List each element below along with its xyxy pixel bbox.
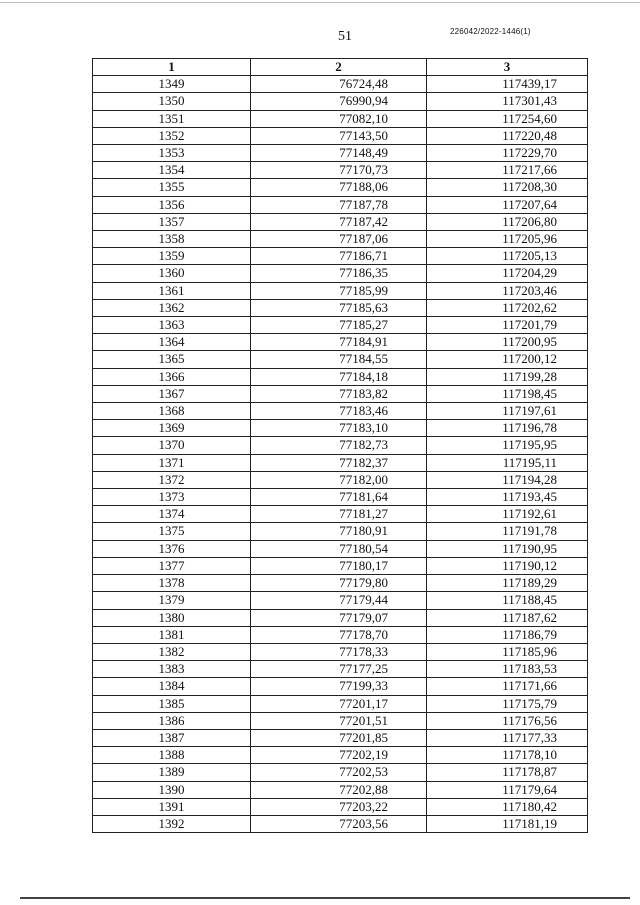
table-row (93, 764, 588, 781)
point-number-cell: 1378 (93, 575, 251, 592)
table-row (93, 282, 588, 299)
table-row (93, 661, 588, 678)
x-coordinate-cell: 77203,22 (251, 798, 427, 815)
point-number-cell: 1379 (93, 592, 251, 609)
x-coordinate-cell: 77177,25 (251, 661, 427, 678)
table-row (93, 179, 588, 196)
x-coordinate-cell: 77182,37 (251, 454, 427, 471)
y-coordinate-cell: 117206,80 (427, 213, 588, 230)
top-rule (0, 2, 640, 3)
point-number-cell: 1365 (93, 351, 251, 368)
x-coordinate-cell: 77186,35 (251, 265, 427, 282)
table-header-row (93, 59, 588, 76)
point-number-cell: 1385 (93, 695, 251, 712)
coordinates-table (92, 58, 588, 833)
x-coordinate-cell: 77188,06 (251, 179, 427, 196)
x-coordinate-cell: 77182,73 (251, 437, 427, 454)
y-coordinate-cell: 117189,29 (427, 575, 588, 592)
point-number-cell: 1368 (93, 403, 251, 420)
point-number-cell: 1369 (93, 420, 251, 437)
point-number-cell: 1352 (93, 127, 251, 144)
x-coordinate-cell: 76990,94 (251, 93, 427, 110)
y-coordinate-cell: 117185,96 (427, 643, 588, 660)
x-coordinate-cell: 77178,33 (251, 643, 427, 660)
x-coordinate-cell: 76724,48 (251, 76, 427, 93)
y-coordinate-cell: 117186,79 (427, 626, 588, 643)
x-coordinate-cell: 77202,53 (251, 764, 427, 781)
y-coordinate-cell: 117200,95 (427, 334, 588, 351)
y-coordinate-cell: 117190,95 (427, 540, 588, 557)
x-coordinate-cell: 77201,17 (251, 695, 427, 712)
point-number-cell: 1388 (93, 747, 251, 764)
y-coordinate-cell: 117179,64 (427, 781, 588, 798)
table-row (93, 76, 588, 93)
y-coordinate-cell: 117176,56 (427, 712, 588, 729)
point-number-cell: 1357 (93, 213, 251, 230)
x-coordinate-cell: 77201,51 (251, 712, 427, 729)
x-coordinate-cell: 77202,88 (251, 781, 427, 798)
point-number-cell: 1392 (93, 815, 251, 832)
point-number-cell: 1384 (93, 678, 251, 695)
document-reference: 226042/2022-1446(1) (450, 27, 531, 36)
y-coordinate-cell: 117205,13 (427, 248, 588, 265)
table-row (93, 626, 588, 643)
x-coordinate-cell: 77185,27 (251, 317, 427, 334)
y-coordinate-cell: 117199,28 (427, 368, 588, 385)
table-row (93, 437, 588, 454)
x-coordinate-cell: 77184,91 (251, 334, 427, 351)
table-row (93, 712, 588, 729)
point-number-cell: 1355 (93, 179, 251, 196)
table-row (93, 196, 588, 213)
x-coordinate-cell: 77181,27 (251, 506, 427, 523)
x-coordinate-cell: 77185,99 (251, 282, 427, 299)
y-coordinate-cell: 117229,70 (427, 145, 588, 162)
x-coordinate-cell: 77199,33 (251, 678, 427, 695)
y-coordinate-cell: 117194,28 (427, 471, 588, 488)
point-number-cell: 1349 (93, 76, 251, 93)
y-coordinate-cell: 117198,45 (427, 385, 588, 402)
point-number-cell: 1370 (93, 437, 251, 454)
point-number-cell: 1353 (93, 145, 251, 162)
table-row (93, 110, 588, 127)
point-number-cell: 1391 (93, 798, 251, 815)
x-coordinate-cell: 77186,71 (251, 248, 427, 265)
table-row (93, 351, 588, 368)
x-coordinate-cell: 77179,44 (251, 592, 427, 609)
point-number-cell: 1356 (93, 196, 251, 213)
y-coordinate-cell: 117190,12 (427, 557, 588, 574)
x-coordinate-cell: 77201,85 (251, 729, 427, 746)
point-number-cell: 1371 (93, 454, 251, 471)
point-number-cell: 1373 (93, 489, 251, 506)
y-coordinate-cell: 117195,11 (427, 454, 588, 471)
x-coordinate-cell: 77184,18 (251, 368, 427, 385)
x-coordinate-cell: 77180,91 (251, 523, 427, 540)
point-number-cell: 1376 (93, 540, 251, 557)
y-coordinate-cell: 117178,10 (427, 747, 588, 764)
point-number-cell: 1375 (93, 523, 251, 540)
table-row (93, 213, 588, 230)
y-coordinate-cell: 117200,12 (427, 351, 588, 368)
point-number-cell: 1380 (93, 609, 251, 626)
table-body (93, 76, 588, 833)
x-coordinate-cell: 77187,78 (251, 196, 427, 213)
y-coordinate-cell: 117201,79 (427, 317, 588, 334)
x-coordinate-cell: 77148,49 (251, 145, 427, 162)
point-number-cell: 1387 (93, 729, 251, 746)
y-coordinate-cell: 117196,78 (427, 420, 588, 437)
point-number-cell: 1364 (93, 334, 251, 351)
x-coordinate-cell: 77143,50 (251, 127, 427, 144)
table-row (93, 592, 588, 609)
table-row (93, 265, 588, 282)
table-row (93, 317, 588, 334)
x-coordinate-cell: 77187,42 (251, 213, 427, 230)
x-coordinate-cell: 77179,07 (251, 609, 427, 626)
table-row (93, 420, 588, 437)
table-row (93, 403, 588, 420)
y-coordinate-cell: 117193,45 (427, 489, 588, 506)
table-row (93, 489, 588, 506)
point-number-cell: 1351 (93, 110, 251, 127)
x-coordinate-cell: 77082,10 (251, 110, 427, 127)
table-row (93, 127, 588, 144)
point-number-cell: 1354 (93, 162, 251, 179)
table-row (93, 798, 588, 815)
table-row (93, 729, 588, 746)
x-coordinate-cell: 77182,00 (251, 471, 427, 488)
point-number-cell: 1359 (93, 248, 251, 265)
y-coordinate-cell: 117181,19 (427, 815, 588, 832)
point-number-cell: 1390 (93, 781, 251, 798)
point-number-cell: 1389 (93, 764, 251, 781)
y-coordinate-cell: 117202,62 (427, 299, 588, 316)
y-coordinate-cell: 117180,42 (427, 798, 588, 815)
y-coordinate-cell: 117175,79 (427, 695, 588, 712)
point-number-cell: 1372 (93, 471, 251, 488)
point-number-cell: 1382 (93, 643, 251, 660)
table-row (93, 454, 588, 471)
y-coordinate-cell: 117203,46 (427, 282, 588, 299)
table-row (93, 506, 588, 523)
point-number-cell: 1360 (93, 265, 251, 282)
table-row (93, 540, 588, 557)
table-row (93, 93, 588, 110)
page-number: 51 (338, 29, 352, 44)
y-coordinate-cell: 117197,61 (427, 403, 588, 420)
y-coordinate-cell: 117220,48 (427, 127, 588, 144)
y-coordinate-cell: 117205,96 (427, 231, 588, 248)
y-coordinate-cell: 117183,53 (427, 661, 588, 678)
y-coordinate-cell: 117204,29 (427, 265, 588, 282)
x-coordinate-cell: 77180,54 (251, 540, 427, 557)
x-coordinate-cell: 77202,19 (251, 747, 427, 764)
y-coordinate-cell: 117177,33 (427, 729, 588, 746)
y-coordinate-cell: 117187,62 (427, 609, 588, 626)
table-row (93, 162, 588, 179)
x-coordinate-cell: 77184,55 (251, 351, 427, 368)
table-row (93, 231, 588, 248)
y-coordinate-cell: 117192,61 (427, 506, 588, 523)
y-coordinate-cell: 117171,66 (427, 678, 588, 695)
y-coordinate-cell: 117207,64 (427, 196, 588, 213)
y-coordinate-cell: 117254,60 (427, 110, 588, 127)
table-row (93, 523, 588, 540)
table-row (93, 815, 588, 832)
x-coordinate-cell: 77170,73 (251, 162, 427, 179)
table-row (93, 781, 588, 798)
y-coordinate-cell: 117191,78 (427, 523, 588, 540)
table-row (93, 145, 588, 162)
x-coordinate-cell: 77187,06 (251, 231, 427, 248)
x-coordinate-cell: 77185,63 (251, 299, 427, 316)
point-number-cell: 1374 (93, 506, 251, 523)
x-coordinate-cell: 77179,80 (251, 575, 427, 592)
table-row (93, 385, 588, 402)
point-number-cell: 1350 (93, 93, 251, 110)
point-number-cell: 1381 (93, 626, 251, 643)
column-header-3: 3 (427, 59, 588, 76)
y-coordinate-cell: 117208,30 (427, 179, 588, 196)
y-coordinate-cell: 117301,43 (427, 93, 588, 110)
y-coordinate-cell: 117188,45 (427, 592, 588, 609)
y-coordinate-cell: 117178,87 (427, 764, 588, 781)
x-coordinate-cell: 77178,70 (251, 626, 427, 643)
table-row (93, 747, 588, 764)
y-coordinate-cell: 117217,66 (427, 162, 588, 179)
table-row (93, 575, 588, 592)
table-row (93, 299, 588, 316)
x-coordinate-cell: 77203,56 (251, 815, 427, 832)
point-number-cell: 1386 (93, 712, 251, 729)
table-row (93, 248, 588, 265)
point-number-cell: 1367 (93, 385, 251, 402)
point-number-cell: 1362 (93, 299, 251, 316)
point-number-cell: 1363 (93, 317, 251, 334)
x-coordinate-cell: 77183,46 (251, 403, 427, 420)
table-row (93, 678, 588, 695)
x-coordinate-cell: 77180,17 (251, 557, 427, 574)
x-coordinate-cell: 77183,82 (251, 385, 427, 402)
table-row (93, 334, 588, 351)
table-row (93, 643, 588, 660)
column-header-1: 1 (93, 59, 251, 76)
point-number-cell: 1358 (93, 231, 251, 248)
table-row (93, 471, 588, 488)
y-coordinate-cell: 117195,95 (427, 437, 588, 454)
point-number-cell: 1383 (93, 661, 251, 678)
table-row (93, 609, 588, 626)
x-coordinate-cell: 77183,10 (251, 420, 427, 437)
point-number-cell: 1377 (93, 557, 251, 574)
column-header-2: 2 (251, 59, 427, 76)
bottom-rule (20, 897, 630, 899)
table-row (93, 557, 588, 574)
x-coordinate-cell: 77181,64 (251, 489, 427, 506)
table-row (93, 695, 588, 712)
table-row (93, 368, 588, 385)
point-number-cell: 1366 (93, 368, 251, 385)
y-coordinate-cell: 117439,17 (427, 76, 588, 93)
point-number-cell: 1361 (93, 282, 251, 299)
